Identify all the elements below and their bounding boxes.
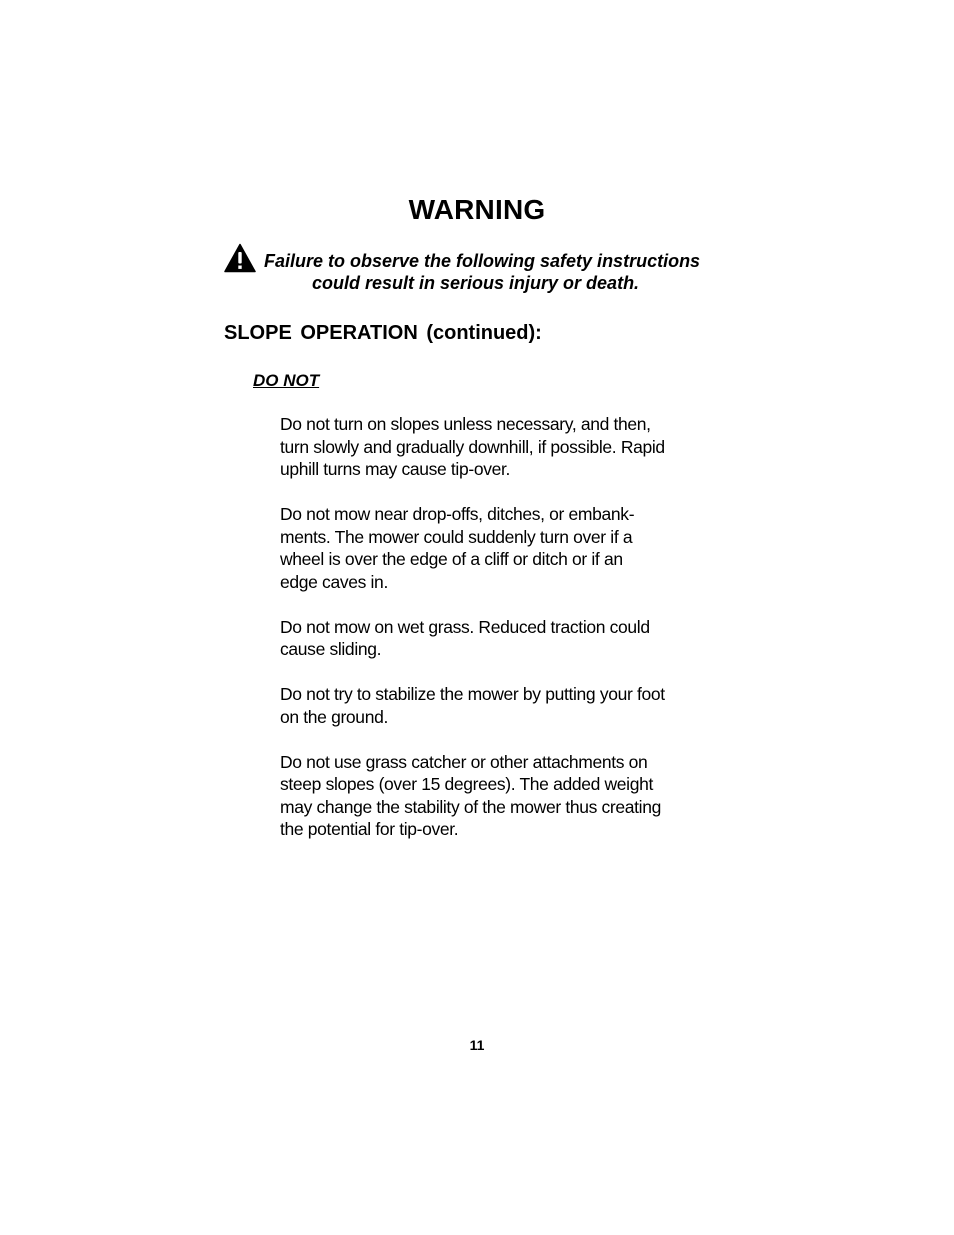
paragraph-line: may change the stability of the mower thus creating — [280, 796, 661, 817]
do-not-subheading: DO NOT — [253, 371, 320, 390]
instructions-list — [280, 413, 720, 863]
paragraph-line: Do not mow near drop-offs, ditches, or embank- — [280, 504, 635, 524]
paragraph-line: Do not use grass catcher or other attachments on — [280, 751, 648, 772]
section-heading: SLOPE OPERATION (continued): — [224, 322, 542, 344]
instruction-paragraph-attachments — [280, 751, 720, 841]
paragraph-line: edge caves in. — [280, 571, 388, 592]
warning-text-line-1: Failure to observe the following safety instructions — [264, 251, 701, 271]
page-number: 11 — [469, 1037, 485, 1053]
page-title: WARNING — [408, 194, 546, 225]
paragraph-line: wheel is over the edge of a cliff or ditch or if an — [280, 549, 623, 569]
warning-triangle-icon — [224, 243, 256, 273]
paragraph-line: uphill turns may cause tip-over. — [280, 459, 511, 479]
paragraph-line: Do not turn on slopes unless necessary, and then, — [280, 414, 651, 434]
warning-text-line-2: could result in serious injury or death. — [312, 273, 640, 293]
paragraph-line: turn slowly and gradually downhill, if possible. Rapid — [280, 436, 665, 457]
paragraph-line: on the ground. — [280, 706, 388, 727]
instruction-paragraph-foot — [280, 683, 720, 728]
instruction-paragraph-drop-offs — [280, 503, 720, 593]
paragraph-line: cause sliding. — [280, 639, 382, 659]
instruction-paragraph-turning — [280, 413, 720, 481]
paragraph-line: Do not mow on wet grass. Reduced traction could — [280, 616, 650, 637]
paragraph-line: Do not try to stabilize the mower by putting your foot — [280, 684, 665, 704]
instruction-paragraph-wet-grass — [280, 616, 720, 661]
paragraph-line: steep slopes (over 15 degrees). The added weight — [280, 774, 653, 794]
paragraph-line: the potential for tip-over. — [280, 819, 459, 839]
paragraph-line: ments. The mower could suddenly turn over if a — [280, 526, 633, 547]
